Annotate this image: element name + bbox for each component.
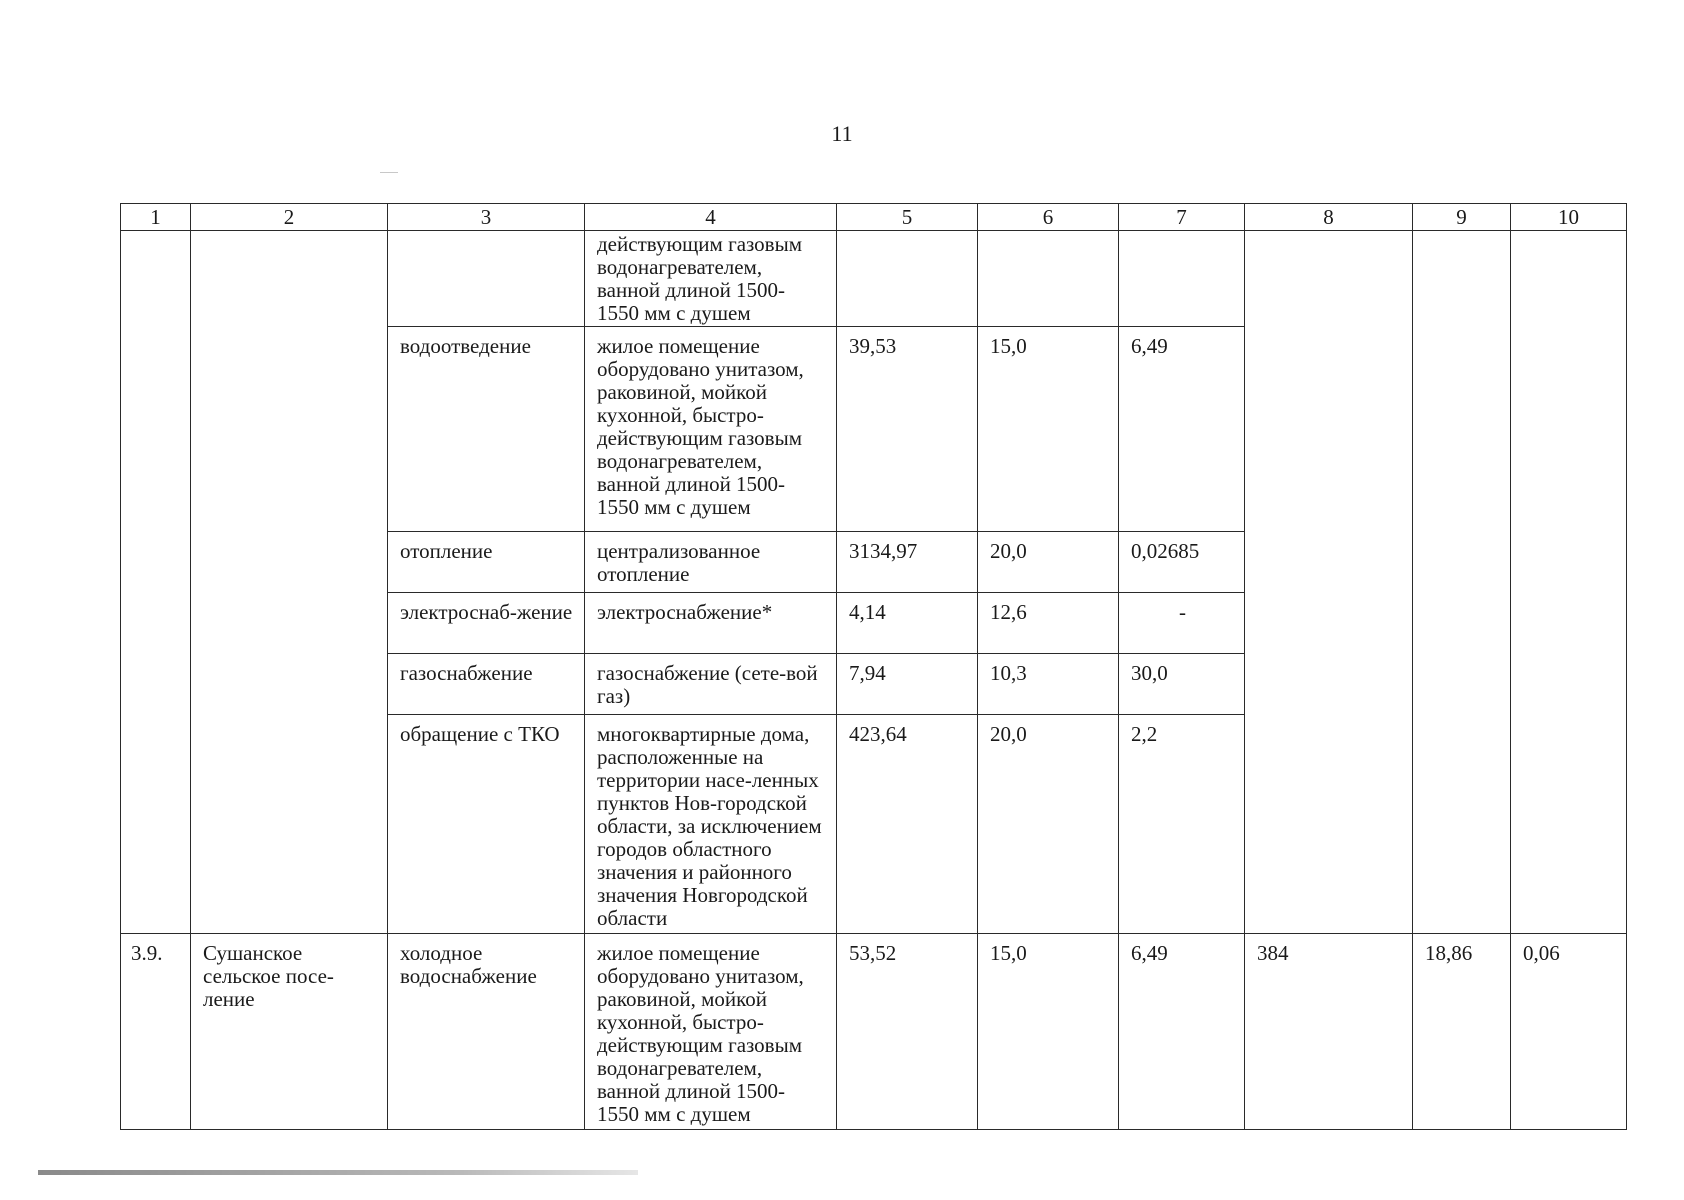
tariff-table bbox=[120, 203, 1627, 1130]
cell-6-empty bbox=[978, 231, 1119, 327]
cell-9-empty bbox=[1413, 231, 1511, 934]
col-header-1: 1 bbox=[121, 204, 191, 231]
col-header-5: 5 bbox=[837, 204, 978, 231]
value-col6: 15,0 bbox=[978, 934, 1119, 1130]
value-col6: 12,6 bbox=[978, 593, 1119, 654]
col-header-7: 7 bbox=[1119, 204, 1245, 231]
value-col5: 53,52 bbox=[837, 934, 978, 1130]
service-name: газоснабжение bbox=[388, 654, 585, 715]
value-col7: 6,49 bbox=[1119, 934, 1245, 1130]
service-description: централизованное отопление bbox=[585, 532, 837, 593]
table-row bbox=[121, 231, 1627, 327]
service-name: отопление bbox=[388, 532, 585, 593]
value-col7: 0,02685 bbox=[1119, 532, 1245, 593]
value-col6: 10,3 bbox=[978, 654, 1119, 715]
value-col5: 4,14 bbox=[837, 593, 978, 654]
value-col7: 2,2 bbox=[1119, 715, 1245, 934]
scan-artifact-line bbox=[38, 1170, 638, 1175]
value-col7: - bbox=[1119, 593, 1245, 654]
service-name: электроснаб-жение bbox=[388, 593, 585, 654]
service-name: водоотведение bbox=[388, 327, 585, 532]
cell-5-empty bbox=[837, 231, 978, 327]
cell-8-empty bbox=[1245, 231, 1413, 934]
service-name: холодное водоснабжение bbox=[388, 934, 585, 1130]
continued-description: действующим газовым водонагревателем, ванной длиной 1500-1550 мм с душем bbox=[585, 231, 837, 327]
service-description: жилое помещение оборудовано унитазом, раковиной, мойкой кухонной, быстро-действующим газовым водонагревателем, ванной длиной 1500-1550 мм с душем bbox=[585, 327, 837, 532]
service-description: электроснабжение* bbox=[585, 593, 837, 654]
scan-speck bbox=[380, 172, 398, 173]
cell-7-empty bbox=[1119, 231, 1245, 327]
value-col5: 423,64 bbox=[837, 715, 978, 934]
col-header-9: 9 bbox=[1413, 204, 1511, 231]
table-row bbox=[121, 934, 1627, 1130]
col-header-8: 8 bbox=[1245, 204, 1413, 231]
cell-10-empty bbox=[1511, 231, 1627, 934]
col-header-6: 6 bbox=[978, 204, 1119, 231]
value-col5: 39,53 bbox=[837, 327, 978, 532]
col-header-10: 10 bbox=[1511, 204, 1627, 231]
settlement-name: Сушанское сельское посе-ление bbox=[191, 934, 388, 1130]
value-col8: 384 bbox=[1245, 934, 1413, 1130]
row-number: 3.9. bbox=[121, 934, 191, 1130]
col-header-4: 4 bbox=[585, 204, 837, 231]
col-header-3: 3 bbox=[388, 204, 585, 231]
cell-settlement-empty bbox=[191, 231, 388, 934]
value-col6: 20,0 bbox=[978, 715, 1119, 934]
value-col9: 18,86 bbox=[1413, 934, 1511, 1130]
cell-service-empty bbox=[388, 231, 585, 327]
value-col7: 30,0 bbox=[1119, 654, 1245, 715]
service-description: газоснабжение (сете-вой газ) bbox=[585, 654, 837, 715]
value-col6: 15,0 bbox=[978, 327, 1119, 532]
service-description: многоквартирные дома, расположенные на территории насе-ленных пунктов Нов-городской области, за исключением городов областного значения и районного значения Новгородской области bbox=[585, 715, 837, 934]
value-col10: 0,06 bbox=[1511, 934, 1627, 1130]
value-col6: 20,0 bbox=[978, 532, 1119, 593]
page-number: 11 bbox=[831, 121, 853, 146]
col-header-2: 2 bbox=[191, 204, 388, 231]
service-description: жилое помещение оборудовано унитазом, раковиной, мойкой кухонной, быстро-действующим газовым водонагревателем, ванной длиной 1500-1550 мм с душем bbox=[585, 934, 837, 1130]
column-number-row bbox=[121, 204, 1627, 231]
cell-num-empty bbox=[121, 231, 191, 934]
value-col7: 6,49 bbox=[1119, 327, 1245, 532]
service-name: обращение с ТКО bbox=[388, 715, 585, 934]
value-col5: 7,94 bbox=[837, 654, 978, 715]
value-col5: 3134,97 bbox=[837, 532, 978, 593]
